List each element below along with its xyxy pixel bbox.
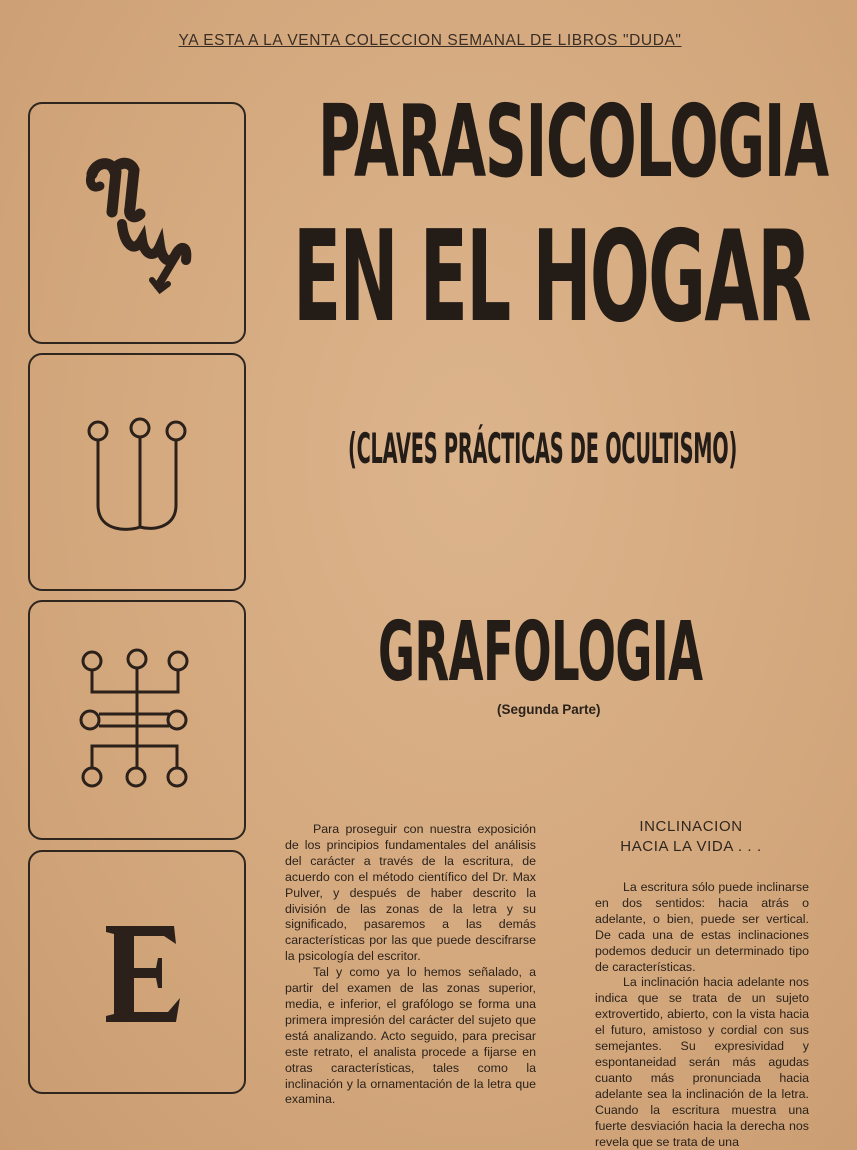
scorpio-glyph-icon — [30, 104, 244, 342]
symbol-box-3 — [28, 600, 246, 840]
paragraph: Tal y como ya lo hemos señalado, a partir del examen de las zonas superior, media, e inferior, el grafólogo se forma una primera impresión del carácter del sujeto que está analizando. Acto seguido, para precisar este retrato, el analista procede a fijarse en otras características, tales como la inclinación y la ornamentación de la letra que examina. — [285, 965, 536, 1107]
column-heading — [575, 817, 807, 857]
symbol-box-1 — [28, 102, 246, 344]
article-column-1 — [285, 822, 536, 1108]
section-title: GRAFOLOGIA — [378, 605, 703, 700]
page-subtitle: (CLAVES PRÁCTICAS DE OCULTISMO) — [348, 424, 738, 473]
column-heading-line-1: INCLINACION — [639, 818, 743, 835]
column-heading-line-2: HACIA LA VIDA . . . — [620, 838, 762, 855]
trident-glyph-icon — [30, 355, 244, 589]
banner-text: YA ESTA A LA VENTA COLECCION SEMANAL DE LIBROS "DUDA" — [178, 32, 682, 49]
article-column-2 — [595, 880, 809, 1150]
paragraph: La escritura sólo puede inclinarse en dos sentidos: hacia atrás o adelante, o bien, puede ser vertical. De cada una de estas inclinaciones podemos deducir un determinado tipo de características. — [595, 880, 809, 974]
letter-e-glyph — [30, 852, 244, 1092]
symbol-box-2 — [28, 353, 246, 591]
paragraph: Para proseguir con nuestra exposición de los principios fundamentales del análisis del carácter a través de la escritura, de acuerdo con el método científico del Dr. Max Pulver, y después de haber descrito la división de las zonas de la letra y su significado, pasaremos a las demás características por las que puede descifrarse la psicología del escritor. — [285, 822, 536, 964]
section-part-label: (Segunda Parte) — [497, 702, 601, 717]
symbol-box-4 — [28, 850, 246, 1094]
page-title-line-2: EN EL HOGAR — [293, 203, 810, 350]
paragraph: La inclinación hacia adelante nos indica que se trata de un sujeto extrovertido, abierto, con la vista hacia el futuro, amistoso y cordial con sus semejantes. Su expresividad y espontaneidad serán más agudas cuanto más pronunciada hacia adelante sea la inclinación de la letra. Cuando la escritura muestra una fuerte desviación hacia la derecha nos revela que se trata de una — [595, 975, 809, 1149]
page-title-line-1: PARASICOLOGIA — [318, 83, 829, 200]
circuit-glyph-icon — [30, 602, 244, 838]
